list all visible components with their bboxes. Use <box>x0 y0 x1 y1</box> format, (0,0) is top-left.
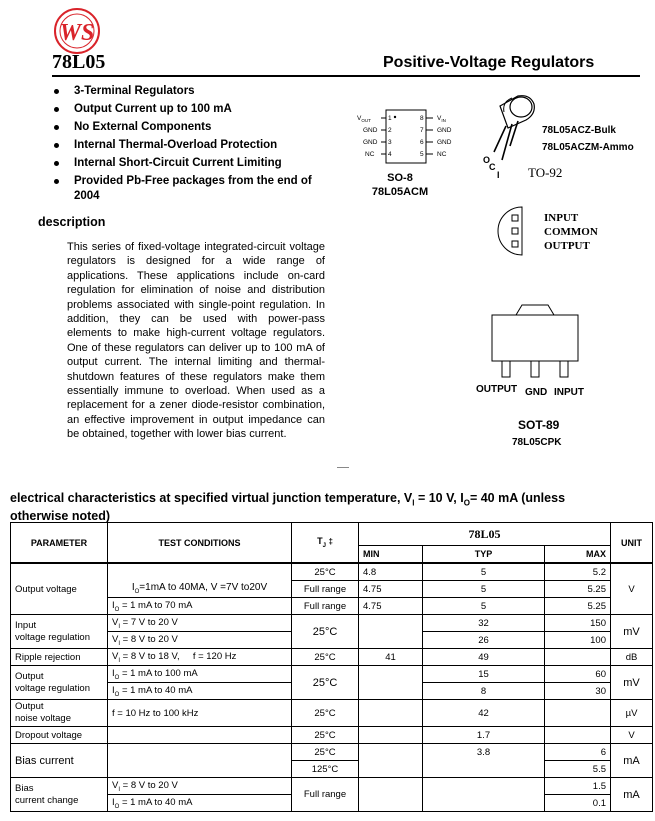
table-row: $V_I = 8$ V to 20 V 26 100 <box>11 632 653 649</box>
table-row: $I_O = 1$ mA to 70 mA Full range 4.75 5 5.25 <box>11 598 653 615</box>
header-max: MAX <box>545 546 611 564</box>
table-row: $I_O = 1$ mA to 40 mA 8 30 <box>11 683 653 700</box>
so8-pin4-name: NC <box>365 151 375 158</box>
table-row: Bias current 25°C 3.8 6 mA <box>11 744 653 761</box>
so8-package-label: SO-8 <box>387 172 413 184</box>
so8-pin8-sub: IN <box>441 118 446 123</box>
so8-pin7-name: GND <box>437 127 452 134</box>
header-tj: $T_J$ ‡ <box>292 523 359 564</box>
param-input-regulation: Input voltage regulation <box>11 615 108 649</box>
ec-section-title: electrical characteristics at specified virtual junction temperature, $V_I = 10$ V, $I_O= 40$ mA (unless otherwise noted) <box>10 491 566 523</box>
table-row: Ripple rejection $V_I = 8$ V to 18 V, f = 120 Hz 25°C 41 49 dB <box>11 649 653 666</box>
sot89-order-code: 78L05CPK <box>512 437 562 448</box>
to92-order-ammo: 78L05ACZM-Ammo <box>542 142 634 153</box>
so8-order-code: 78L05ACM <box>371 186 429 198</box>
table-row: Output voltage regulation $I_O = 1$ mA to 100 mA 25°C 15 60 mV <box>11 666 653 683</box>
part-number: 78L05 <box>52 51 106 73</box>
so8-pin3-name: GND <box>363 139 378 146</box>
to92-bottom-view <box>488 205 540 257</box>
to92-pin-letter-o: O <box>483 155 491 165</box>
so8-pin5-num: 5 <box>420 151 424 158</box>
param-noise-voltage: Output noise voltage <box>11 700 108 727</box>
feature-item: 3-Terminal Regulators <box>52 84 322 99</box>
description-heading: description <box>38 215 106 229</box>
to92-pin-output: OUTPUT <box>544 240 590 252</box>
so8-pin6-name: GND <box>437 139 452 146</box>
header-rule <box>52 75 640 77</box>
feature-item: Provided Pb-Free packages from the end of 2004 <box>52 174 322 204</box>
to92-package-label: TO-92 <box>528 165 563 180</box>
header-typ: TYP <box>423 546 545 564</box>
header-min: MIN <box>359 546 423 564</box>
param-ripple-rejection: Ripple rejection <box>11 649 108 666</box>
so8-pin6-num: 6 <box>420 139 424 146</box>
param-dropout-voltage: Dropout voltage <box>11 727 108 744</box>
so8-pin8-name: V <box>437 115 442 122</box>
table-row: 125°C 5.5 <box>11 761 653 778</box>
table-row: Output noise voltage f = 10 Hz to 100 kHz 25°C 42 µV <box>11 700 653 727</box>
so8-pin8-num: 8 <box>420 115 424 122</box>
to92-pin-letter-c: C <box>489 162 496 172</box>
sot89-pin-input: INPUT <box>554 387 584 398</box>
to92-pin-input: INPUT <box>544 212 579 224</box>
logo-text: WS <box>59 20 95 46</box>
sot89-package-drawing <box>490 303 582 383</box>
to92-pin-common: COMMON <box>544 226 598 238</box>
so8-pin1-sub: OUT <box>361 118 371 123</box>
feature-list <box>52 84 322 207</box>
table-row: $I_O = 1$ mA to 40 mA 0.1 <box>11 795 653 812</box>
so8-pin4-num: 4 <box>388 151 392 158</box>
svg-text:VOUT <box>357 115 371 123</box>
sot89-package-label: SOT-89 <box>518 418 560 432</box>
table-row: Dropout voltage 25°C 1.7 V <box>11 727 653 744</box>
param-bias-current-change: Bias current change <box>11 778 108 812</box>
so8-pin3-num: 3 <box>388 139 392 146</box>
so8-pin2-num: 2 <box>388 127 392 134</box>
header-device: 78L05 <box>359 523 611 546</box>
feature-item: Internal Short-Circuit Current Limiting <box>52 156 322 171</box>
header-parameter: PARAMETER <box>11 523 108 564</box>
table-row: $I_O=1mA$ to 40MA, V =7V to20V Full range 4.75 5 5.25 <box>11 581 653 598</box>
feature-item: Internal Thermal-Overload Protection <box>52 138 322 153</box>
header-unit: UNIT <box>611 523 653 564</box>
sot89-pin-output: OUTPUT <box>476 384 518 395</box>
divider-mark <box>337 467 349 468</box>
so8-pin1-name: V <box>357 115 362 122</box>
to92-order-bulk: 78L05ACZ-Bulk <box>542 125 616 136</box>
so8-pinout-diagram <box>355 108 455 166</box>
header-test-conditions: TEST CONDITIONS <box>108 523 292 564</box>
feature-item: No External Components <box>52 120 322 135</box>
param-bias-current: Bias current <box>11 744 108 778</box>
svg-text:VIN <box>437 115 446 123</box>
table-row: Output voltage 25°C 4.8 5 5.2 V <box>11 563 653 581</box>
feature-item: Output Current up to 100 mA <box>52 102 322 117</box>
company-logo <box>52 6 102 56</box>
param-output-regulation: Output voltage regulation <box>11 666 108 700</box>
so8-pin7-num: 7 <box>420 127 424 134</box>
description-text: This series of fixed-voltage integrated-circuit voltage regulators is designed for a wide range of applications. These applications include on-card regulation for elimination of noise and distribution problems associated with single-point regulation. In addition, they can be used with power-pass elements to make high-current voltage regulators. One of these regulators can deliver up to 100 mA of output current. The internal limiting and thermal-shutdown features of these regulators make them essentially immune to overload. When used as a replacement for a zener diode-resistor combination, an effective improvement in output impedance can be obtained, together with lower bias current. <box>67 241 325 441</box>
to92-pin-letter-i: I <box>497 170 500 180</box>
so8-pin5-name: NC <box>437 151 447 158</box>
param-output-voltage: Output voltage <box>11 563 108 615</box>
so8-pin1-num: 1 <box>388 115 392 122</box>
table-row: Bias current change $V_I = 8$ V to 20 V Full range 1.5 mA <box>11 778 653 795</box>
sot89-pin-gnd: GND <box>525 387 548 398</box>
table-header-row <box>11 523 653 546</box>
doc-title: Positive-Voltage Regulators <box>383 54 595 71</box>
electrical-characteristics-table <box>10 522 653 812</box>
table-row: Input voltage regulation $V_I = 7$ V to 20 V 25°C 32 150 mV <box>11 615 653 632</box>
so8-pin2-name: GND <box>363 127 378 134</box>
